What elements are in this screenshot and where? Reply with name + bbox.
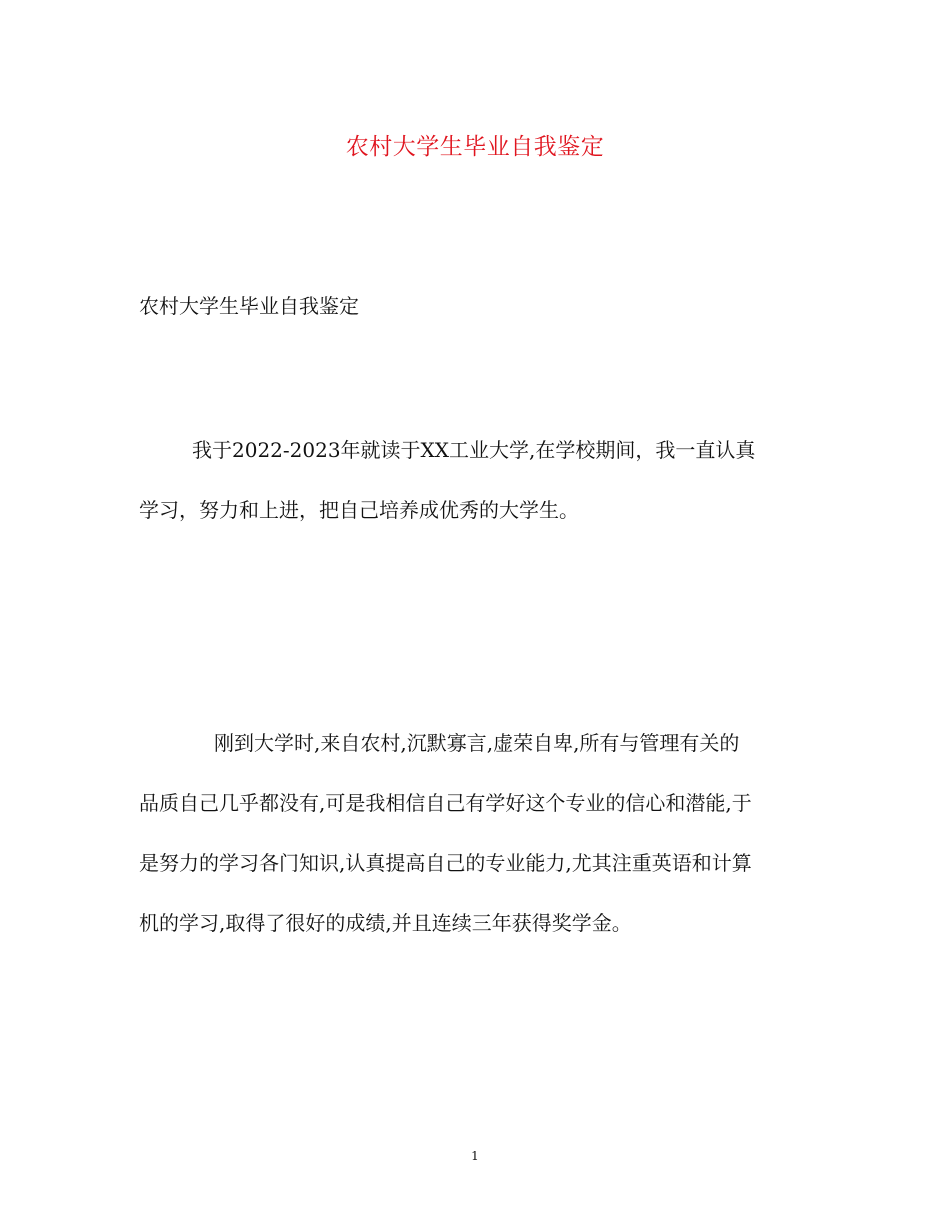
page-number: 1 [471, 1149, 479, 1163]
paragraph-1 [139, 434, 819, 554]
paragraph-2-line-2: 品质自己几乎都没有,可是我相信自己有学好这个专业的信心和潜能,于 [139, 791, 752, 815]
paragraph-2-line-1: 刚到大学时,来自农村,沉默寡言,虚荣自卑,所有与管理有关的 [214, 731, 740, 755]
paragraph-1-line-1: 我于2022-2023年就读于XX工业大学,在学校期间，我一直认真 [192, 438, 756, 462]
document-subtitle: 农村大学生毕业自我鉴定 [139, 294, 359, 318]
paragraph-2-line-4: 机的学习,取得了很好的成绩,并且连续三年获得奖学金。 [139, 911, 632, 935]
paragraph-1-line-2: 学习，努力和上进，把自己培养成优秀的大学生。 [139, 498, 579, 522]
document-title: 农村大学生毕业自我鉴定 [345, 134, 605, 160]
paragraph-2 [139, 727, 819, 967]
paragraph-2-line-3: 是努力的学习各门知识,认真提高自己的专业能力,尤其注重英语和计算 [139, 851, 752, 875]
